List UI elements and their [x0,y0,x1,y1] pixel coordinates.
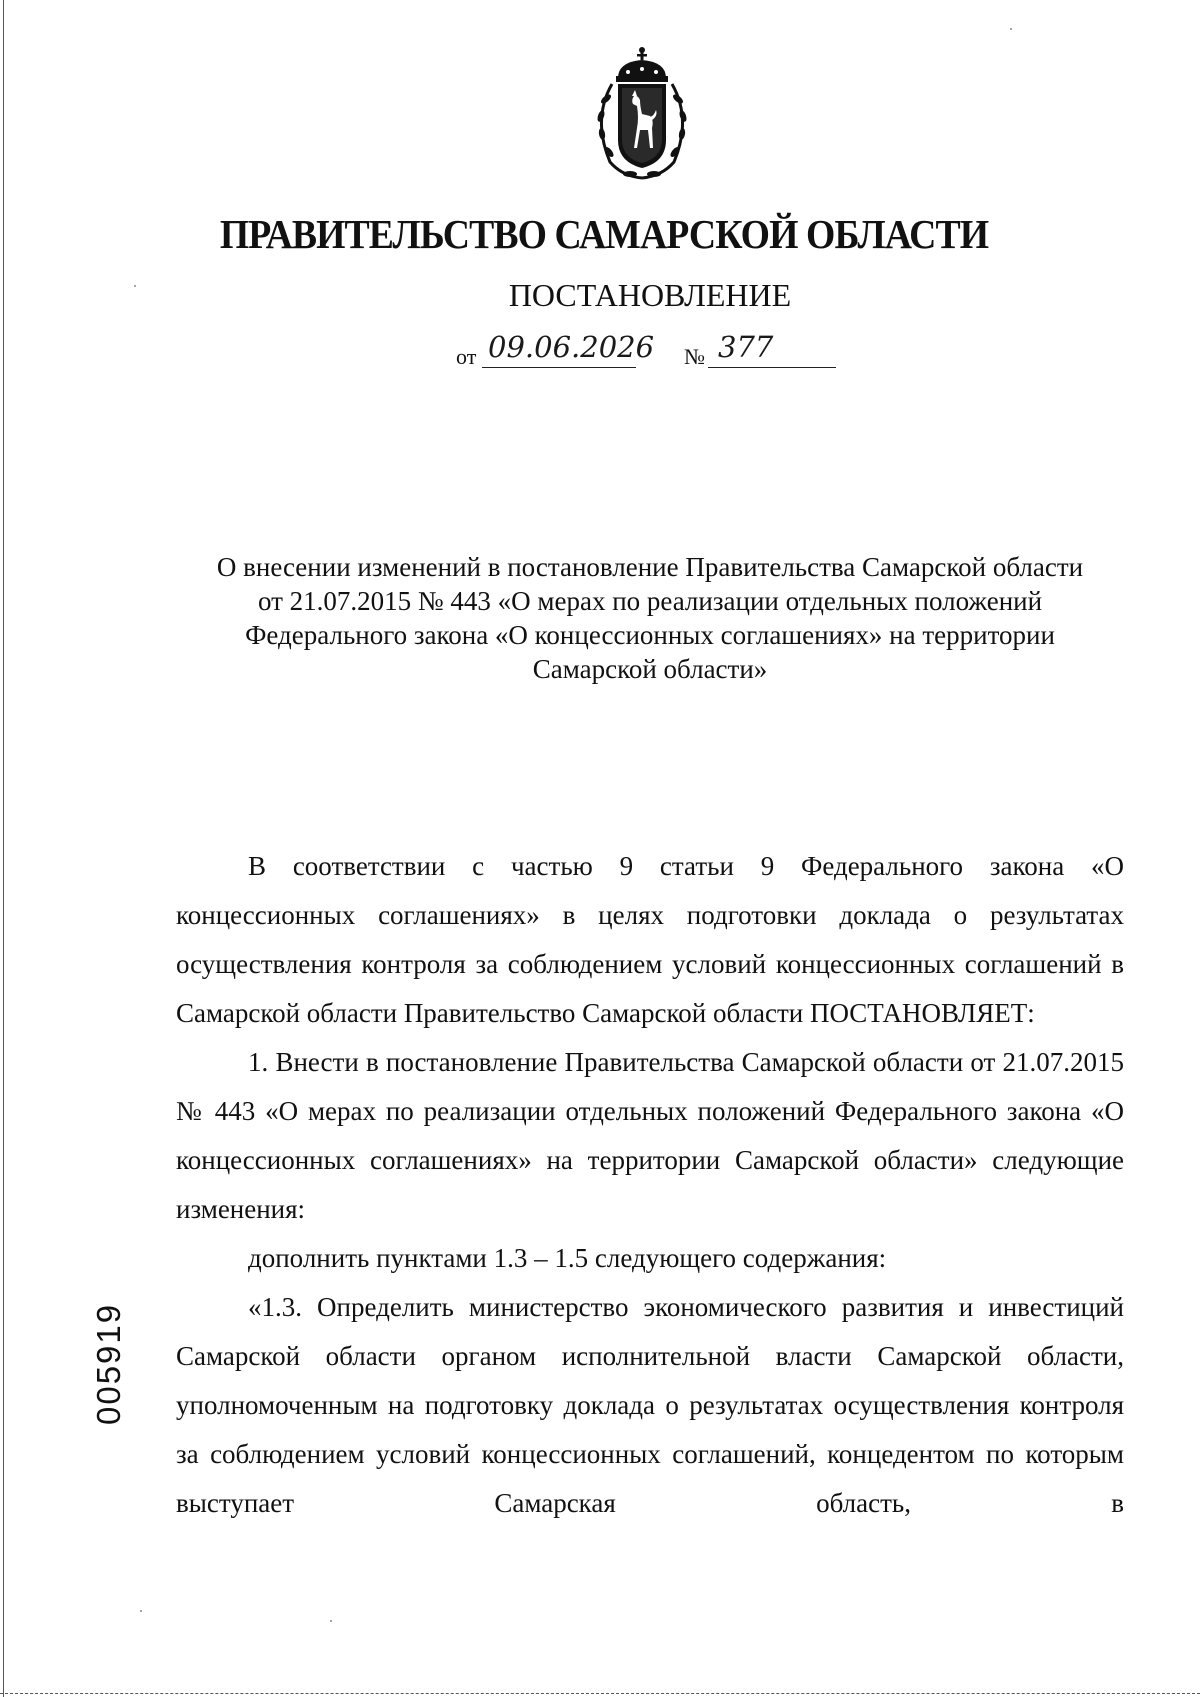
number-underline [708,367,836,368]
scan-speck [330,1620,332,1622]
number-value: 377 [718,330,774,364]
date-prefix: от [456,344,477,369]
scan-speck [134,285,136,287]
subject-line: О внесении изменений в постановление Правительства Самарской области [216,552,1084,582]
samara-coat-of-arms-icon [582,44,702,184]
scan-speck [140,1610,142,1612]
body-paragraph-preamble: В соответствии с частью 9 статьи 9 Федерального закона «О концессионных соглашениях» в целях подготовки доклада о результатах осуществления контроля за соблюдением условий концессионных соглашений в Самарской области Правительство Самарской области ПОСТАНОВЛЯЕТ: [176,851,1124,1028]
document-type: ПОСТАНОВЛЕНИЕ [508,277,792,313]
body-paragraph-1: 1. Внести в постановление Правительства Самарской области от 21.07.2015 № 443 «О мерах по реализации отдельных положений Федерального закона «О концессионных соглашениях» на территории Самарской области» следующие изменения: [176,1047,1124,1224]
page-left-edge [3,0,4,1697]
body-paragraph-1-3: «1.3. Определить министерство экономического развития и инвестиций Самарской области органом исполнительной власти Самарской области, уполномоченным на подготовку доклада о результатах осуществления контроля за соблюдением условий концессионных соглашений, концедентом по которым выступает Самарская область, в [176,1292,1124,1518]
scan-speck [1010,28,1012,30]
subject-line: Федерального закона «О концессионных соглашениях» на территории [245,620,1055,650]
number-prefix: № [684,344,705,369]
body-paragraph-amend: дополнить пунктами 1.3 – 1.5 следующего содержания: [248,1243,887,1273]
page-bottom-edge [0,1693,1200,1694]
subject-line: от 21.07.2015 № 443 «О мерах по реализации отдельных положений [257,586,1043,616]
side-registration-stamp: 005919 [90,1302,127,1425]
date-value: 09.06.2026 [488,330,655,364]
organization-title: ПРАВИТЕЛЬСТВО САМАРСКОЙ ОБЛАСТИ [219,211,989,257]
document-subject [150,550,1150,686]
subject-line: Самарской области» [532,654,768,684]
date-underline [482,367,636,368]
document-body [176,842,1124,1528]
